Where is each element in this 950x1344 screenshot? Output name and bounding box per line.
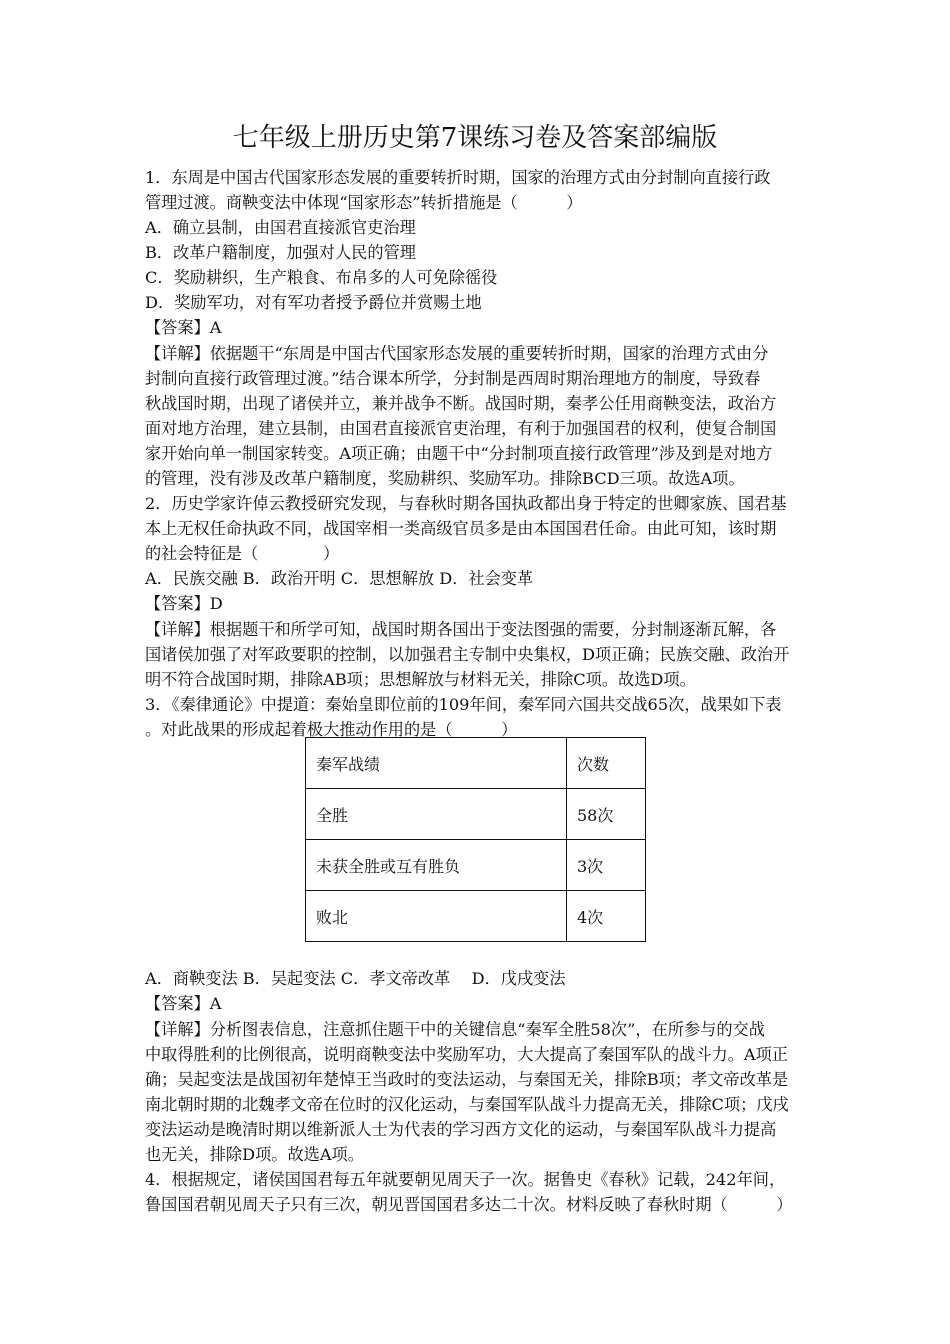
q1-stem-line-1: 1．东周是中国古代国家形态发展的重要转折时期，国家的治理方式由分封制向直接行政 <box>145 168 771 187</box>
q1-explanation-line-4: 面对地方治理，建立县制，由国君直接派官吏治理，有利于加强国君的权利，使复合制国 <box>145 419 777 438</box>
table-cell: 58次 <box>567 789 646 840</box>
table-row <box>306 738 646 789</box>
table-cell: 全胜 <box>306 789 567 840</box>
table-cell: 4次 <box>567 891 646 942</box>
q1-explanation-line-6: 的管理，没有涉及改革户籍制度，奖励耕织、奖励军功。排除BCD三项。故选A项。 <box>145 469 745 488</box>
q1-explanation-line-1: 【详解】依据题干“东周是中国古代国家形态发展的重要转折时期，国家的治理方式由分 <box>145 344 769 363</box>
q3-explanation-line-6: 也无关，排除D项。故选A项。 <box>145 1145 364 1164</box>
q2-stem-line-3: 的社会特征是（ ） <box>145 544 340 563</box>
q4-stem-line-2: 鲁国国君朝见周天子只有三次，朝见晋国国君多达二十次。材料反映了春秋时期（ ） <box>145 1195 793 1214</box>
q1-explanation-line-3: 秋战国时期，出现了诸侯并立，兼并战争不断。战国时期，秦孝公任用商鞅变法，政治方 <box>145 394 777 413</box>
battle-results-table <box>305 737 646 942</box>
q1-option-c: C．奖励耕织，生产粮食、布帛多的人可免除徭役 <box>145 268 498 287</box>
document-title: 七年级上册历史第7课练习卷及答案部编版 <box>232 123 718 153</box>
q3-stem-line-2: 。对此战果的形成起着极大推动作用的是（ ） <box>145 720 518 739</box>
q2-options: A．民族交融 B．政治开明 C．思想解放 D．社会变革 <box>145 569 534 588</box>
table-header-cell: 秦军战绩 <box>306 738 567 789</box>
q1-option-d: D．奖励军功，对有军功者授予爵位并赏赐土地 <box>145 293 482 312</box>
q3-explanation-line-1: 【详解】分析图表信息，注意抓住题干中的关键信息“秦军全胜58次”，在所参与的交战 <box>145 1020 765 1039</box>
q2-stem-line-1: 2．历史学家许倬云教授研究发现，与春秋时期各国执政都出身于特定的世卿家族、国君基 <box>145 494 787 513</box>
table-row <box>306 840 646 891</box>
q1-option-b: B．改革户籍制度，加强对人民的管理 <box>145 243 416 262</box>
table-cell: 3次 <box>567 840 646 891</box>
table-row <box>306 789 646 840</box>
q2-stem-line-2: 本上无权任命执政不同，战国宰相一类高级官员多是由本国国君任命。由此可知，该时期 <box>145 519 777 538</box>
table-header-cell: 次数 <box>567 738 646 789</box>
q2-explanation-line-3: 明不符合战国时期，排除AB项；思想解放与材料无关，排除C项。故选D项。 <box>145 670 696 689</box>
q1-explanation-line-5: 家开始向单一制国家转变。A项正确；由题干中“分封制项直接行政管理”涉及到是对地方 <box>145 444 773 463</box>
q3-stem-line-1: 3．《秦律通论》中提道：秦始皇即位前的109年间，秦军同六国共交战65次，战果如下表 <box>145 695 782 714</box>
q2-explanation-line-2: 国诸侯加强了对军政要职的控制，以加强君主专制中央集权，D项正确；民族交融、政治开 <box>145 645 790 664</box>
q3-answer: 【答案】A <box>145 994 222 1013</box>
q2-answer: 【答案】D <box>145 594 223 613</box>
q3-explanation-line-4: 南北朝时期的北魏孝文帝在位时的汉化运动，与秦国军队战斗力提高无关，排除C项；戊戌 <box>145 1095 789 1114</box>
table-row <box>306 891 646 942</box>
q4-stem-line-1: 4．根据规定，诸侯国国君每五年就要朝见周天子一次。据鲁史《春秋》记载，242年间， <box>145 1170 786 1189</box>
q1-stem-line-2: 管理过渡。商鞅变法中体现“国家形态”转折措施是（ ） <box>145 193 583 212</box>
q3-explanation-line-5: 变法运动是晚清时期以维新派人士为代表的学习西方文化的运动，与秦国军队战斗力提高 <box>145 1120 777 1139</box>
q1-explanation-line-2: 封制向直接行政管理过渡。”结合课本所学，分封制是西周时期治理地方的制度，导致春 <box>145 369 761 388</box>
q2-explanation-line-1: 【详解】根据题干和所学可知，战国时期各国出于变法图强的需要，分封制逐渐瓦解，各 <box>145 620 777 639</box>
q1-option-a: A．确立县制，由国君直接派官吏治理 <box>145 218 416 237</box>
table-cell: 未获全胜或互有胜负 <box>306 840 567 891</box>
q3-explanation-line-3: 确；吴起变法是战国初年楚悼王当政时的变法运动，与秦国无关，排除B项；孝文帝改革是 <box>145 1070 789 1089</box>
q3-explanation-line-2: 中取得胜利的比例很高，说明商鞅变法中奖励军功，大大提高了秦国军队的战斗力。A项正 <box>145 1045 788 1064</box>
q1-answer: 【答案】A <box>145 318 222 337</box>
q3-options: A．商鞅变法 B．吴起变法 C．孝文帝改革 D．戊戌变法 <box>145 969 566 988</box>
table-cell: 败北 <box>306 891 567 942</box>
